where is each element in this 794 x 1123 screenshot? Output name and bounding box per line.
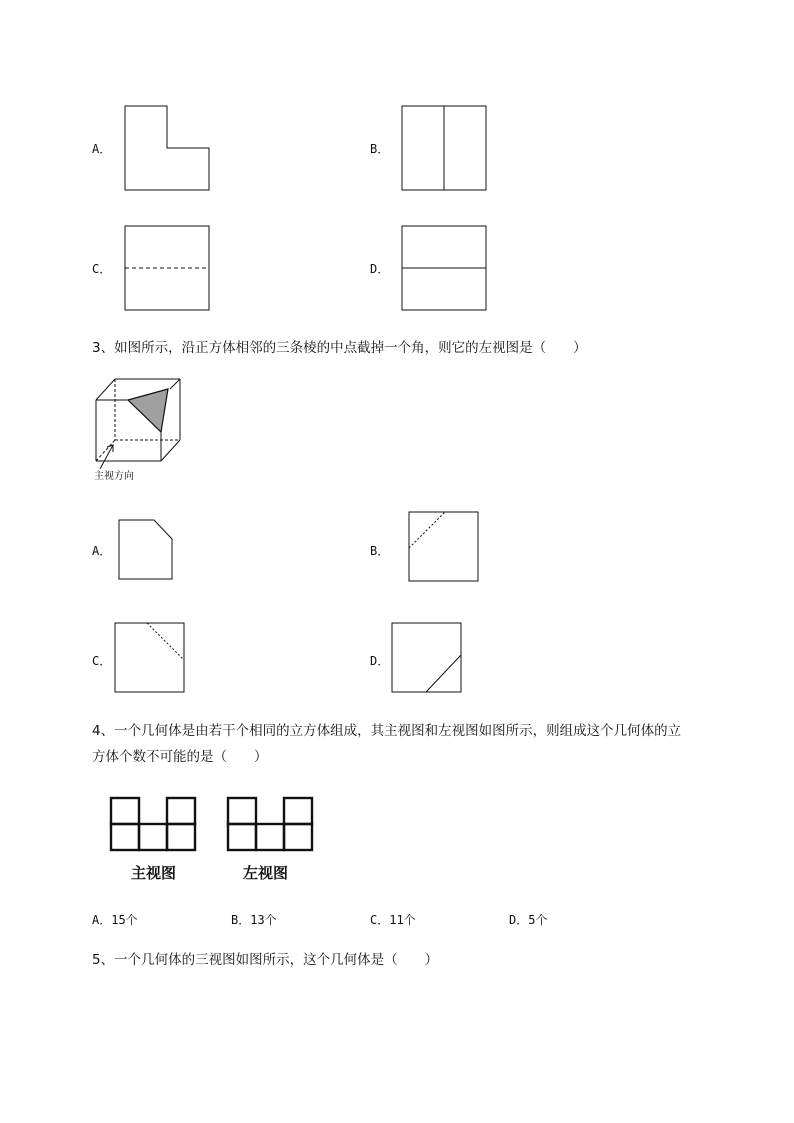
q3-option-c-label[interactable]: C． [92,654,112,668]
q5-question-text: 5、一个几何体的三视图如图所示，这个几何体是（ ） [92,952,439,968]
q2-option-a-figure [124,105,212,193]
q2-option-d-figure [401,225,489,313]
q4-answer-a[interactable]: A．15个 [92,913,138,927]
q4-question-text-line1: 4、一个几何体是由若干个相同的立方体组成，其主视图和左视图如图所示，则组成这个几何体的立 [92,723,682,739]
q2-option-d-label[interactable]: D． [370,262,390,276]
q4-left-view-caption: 左视图 [243,864,289,882]
q2-option-a-label[interactable]: A． [92,142,112,156]
q4-answer-d[interactable]: D．5个 [509,913,548,927]
q3-view-direction-label: 主视方向 [94,471,134,482]
q3-option-b-figure [408,511,480,583]
q4-answer-c[interactable]: C．11个 [370,913,416,927]
q3-option-a-label[interactable]: A． [92,544,112,558]
q4-front-view-figure [109,796,199,854]
q3-question-text: 3、如图所示，沿正方体相邻的三条棱的中点截掉一个角，则它的左视图是（ ） [92,340,587,356]
q4-front-view-caption: 主视图 [131,864,177,882]
q2-option-b-label[interactable]: B． [370,142,390,156]
q3-option-a-figure [118,519,174,581]
q2-option-c-figure [124,225,212,313]
q3-option-c-figure [114,622,186,694]
q2-option-c-label[interactable]: C． [92,262,112,276]
q4-answer-b[interactable]: B．13个 [231,913,277,927]
q3-option-d-figure [391,622,463,694]
q2-option-b-figure [401,105,489,193]
q4-left-view-figure [226,796,316,854]
q3-option-b-label[interactable]: B． [370,544,390,558]
q4-question-text-line2: 方体个数不可能的是（ ） [92,749,268,765]
q3-option-d-label[interactable]: D． [370,654,390,668]
